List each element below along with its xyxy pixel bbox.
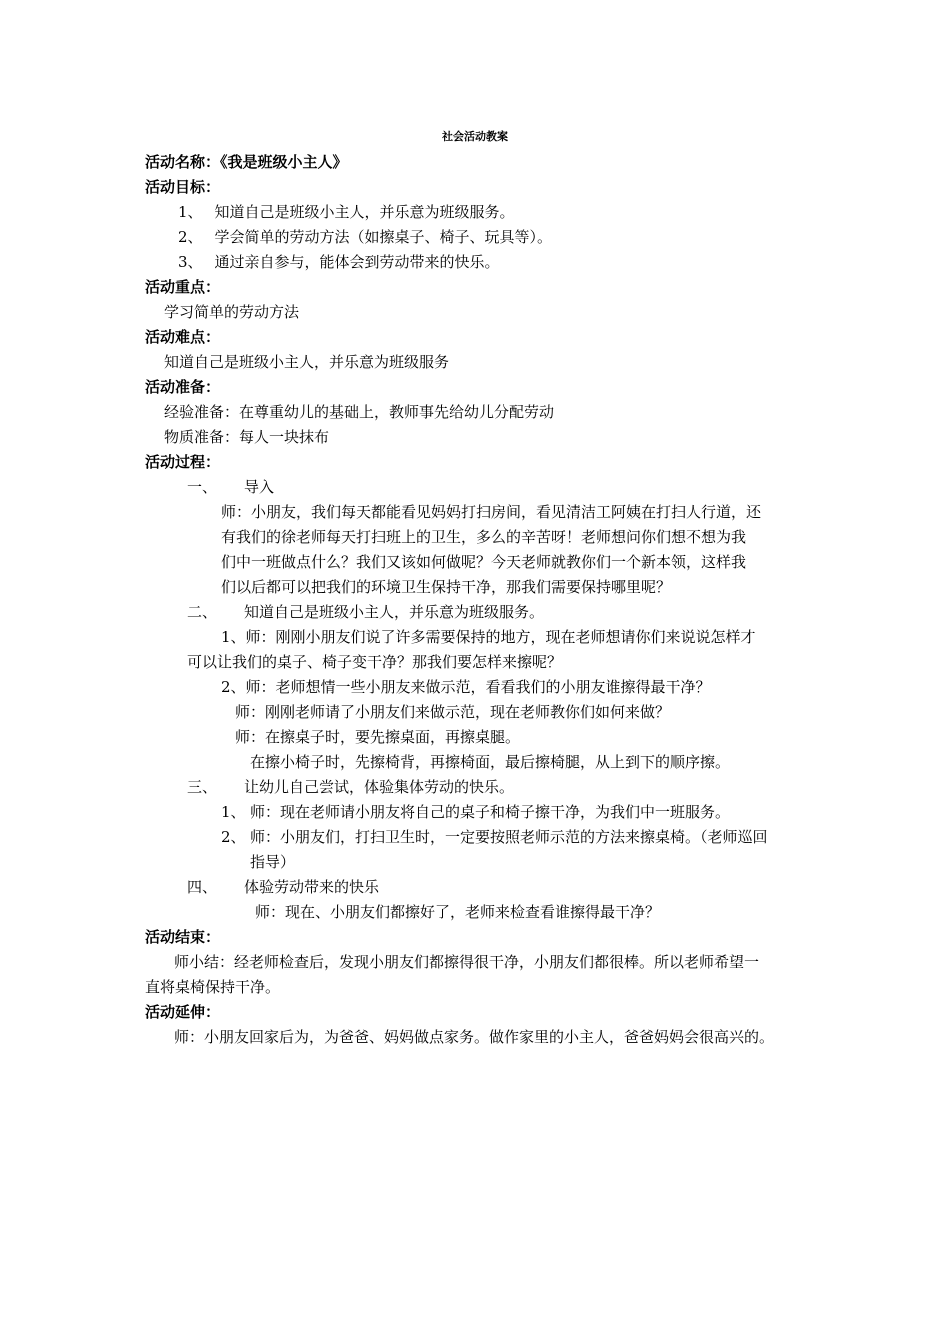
- paragraph-line: 师：在擦桌子时，要先擦桌面，再擦桌腿。: [235, 728, 521, 746]
- activity-name-label: 活动名称：: [145, 153, 221, 171]
- paragraph-line: 师：现在老师请小朋友将自己的桌子和椅子擦干净，为我们中一班服务。: [250, 803, 731, 821]
- ending-heading: 活动结束：: [145, 928, 221, 946]
- activity-name-value: 《我是班级小主人》: [220, 153, 348, 171]
- key-point-heading: 活动重点：: [145, 278, 221, 296]
- activity-name: [145, 151, 348, 173]
- difficulty-heading: 活动难点：: [145, 328, 221, 346]
- section-title: 让幼儿自己尝试，体验集体劳动的快乐。: [244, 778, 515, 796]
- paragraph-line: 师：小朋友，我们每天都能看见妈妈打扫房间，看见清洁工阿姨在打扫人行道，还: [221, 503, 762, 521]
- section-title: 导入: [244, 478, 275, 496]
- paragraph-line: 们中一班做点什么？我们又该如何做呢？今天老师就教你们一个新本领，这样我: [221, 553, 747, 571]
- extension-heading: 活动延伸：: [145, 1003, 221, 1021]
- material-preparation: 物质准备：每人一块抹布: [164, 428, 330, 446]
- section-title: 体验劳动带来的快乐: [244, 878, 380, 896]
- paragraph-line: 师：小朋友回家后为，为爸爸、妈妈做点家务。做作家里的小主人，爸爸妈妈会很高兴的。: [174, 1028, 775, 1046]
- goal-text: 知道自己是班级小主人，并乐意为班级服务。: [214, 203, 515, 221]
- paragraph-line: 2、师：老师想情一些小朋友来做示范，看看我们的小朋友谁擦得最干净？: [221, 678, 711, 696]
- goal-text: 通过亲自参与，能体会到劳动带来的快乐。: [214, 253, 500, 271]
- goal-item: [178, 226, 552, 248]
- section-number: 三、: [187, 778, 218, 796]
- paragraph-line: 1、师：刚刚小朋友们说了许多需要保持的地方，现在老师想请你们来说说怎样才: [221, 628, 756, 646]
- experience-preparation: 经验准备：在尊重幼儿的基础上，教师事先给幼儿分配劳动: [164, 403, 555, 421]
- section-number: 二、: [187, 603, 218, 621]
- paragraph-line: 师小结：经老师检查后，发现小朋友们都擦得很干净，小朋友们都很棒。所以老师希望一: [174, 953, 760, 971]
- goals-heading: 活动目标：: [145, 178, 221, 196]
- goal-text: 学会简单的劳动方法（如擦桌子、椅子、玩具等）。: [214, 228, 553, 246]
- paragraph-line: 师：刚刚老师请了小朋友们来做示范，现在老师教你们如何来做？: [235, 703, 671, 721]
- goal-number: 2、: [178, 228, 203, 246]
- paragraph-line: 师：现在、小朋友们都擦好了，老师来检查看谁擦得最干净？: [255, 903, 661, 921]
- list-number: 1、: [221, 803, 246, 821]
- paragraph-line: 可以让我们的桌子、椅子变干净？那我们要怎样来擦呢？: [187, 653, 563, 671]
- section-number: 一、: [187, 478, 218, 496]
- document-title: 社会活动教案: [442, 130, 508, 143]
- paragraph-line: 在擦小椅子时，先擦椅背，再擦椅面，最后擦椅腿，从上到下的顺序擦。: [250, 753, 731, 771]
- paragraph-line: 师：小朋友们，打扫卫生时，一定要按照老师示范的方法来擦桌椅。（老师巡回: [250, 828, 768, 846]
- preparation-heading: 活动准备：: [145, 378, 221, 396]
- paragraph-line: 们以后都可以把我们的环境卫生保持干净，那我们需要保持哪里呢？: [221, 578, 672, 596]
- process-heading: 活动过程：: [145, 453, 221, 471]
- section-title: 知道自己是班级小主人，并乐意为班级服务。: [244, 603, 545, 621]
- section-number: 四、: [187, 878, 218, 896]
- goal-item: [178, 251, 500, 273]
- paragraph-line: 指导）: [250, 853, 296, 871]
- list-number: 2、: [221, 828, 246, 846]
- paragraph-line: 有我们的徐老师每天打扫班上的卫生，多么的辛苦呀！老师想问你们想不想为我: [221, 528, 747, 546]
- goal-number: 3、: [178, 253, 203, 271]
- difficulty-text: 知道自己是班级小主人，并乐意为班级服务: [164, 353, 450, 371]
- goal-number: 1、: [178, 203, 203, 221]
- key-point-text: 学习简单的劳动方法: [164, 303, 300, 321]
- paragraph-line: 直将桌椅保持干净。: [145, 978, 281, 996]
- goal-item: [178, 201, 515, 223]
